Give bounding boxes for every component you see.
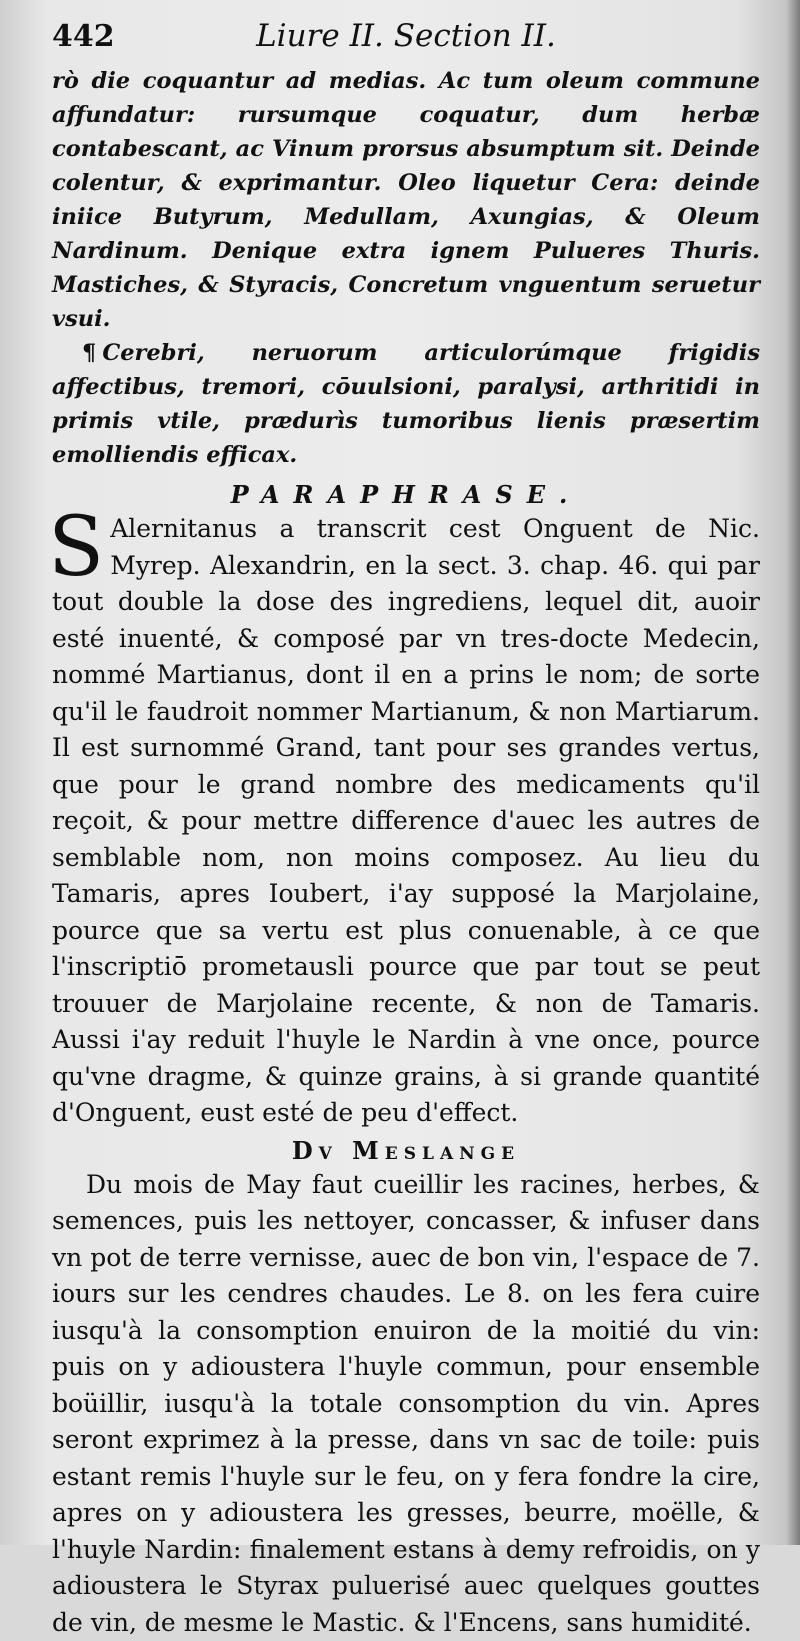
virtues-paragraph [52, 336, 760, 472]
virtues-text: Cerebri, neruorum articulorúmque frigidis affectibus, tremori, cōuulsioni, paralysi, arthritidi in primis vtile, prædurìs tumoribus lienis præsertim emolliendis efficax. [52, 340, 760, 468]
paraphrase-paragraph [52, 511, 760, 1132]
paraphrase-text: Alernitanus a transcrit cest Onguent de Nic. Myrep. Alexandrin, en la sect. 3. chap. 46. qui par tout double la dose des ingrediens, lequel dit, auoir esté inuenté, & composé par vn tres-docte Medecin, nommé Martianus, dont il en a prins le nom; de sorte qu'il le faudroit nommer Martianum, & non Martiarum. Il est surnommé Grand, tant pour ses grandes vertus, que pour le grand nombre des medicaments qu'il reçoit, & pour mettre difference d'auec les autres de semblable nom, non moins composez. Au lieu du Tamaris, apres Ioubert, i'ay supposé la Marjolaine, pource que sa vertu est plus conuenable, à ce que l'inscriptiō prometausli pource que par tout se peut trouuer de Marjolaine recente, & non de Tamaris. Aussi i'ay reduit l'huyle le Nardin à vne once, pource qu'vne dragme, & quinze grains, à si grande quantité d'Onguent, eust esté de peu d'effect. [52, 514, 760, 1127]
paraphrase-section [52, 511, 760, 1132]
recipe-block [52, 64, 760, 472]
meslange-heading: Dv Meslange [52, 1136, 760, 1165]
paraphrase-heading: PARAPHRASE. [52, 480, 760, 509]
running-title: Liure II. Section II. [122, 18, 760, 54]
drop-cap: S [48, 513, 104, 583]
meslange-section [52, 1167, 760, 1641]
page-header [52, 18, 760, 64]
page-number: 442 [52, 19, 122, 54]
pilcrow-icon: ¶ [82, 340, 96, 366]
recipe-text: rò die coquantur ad medias. Ac tum oleum commune affundatur: rursumque coquatur, dum herbæ contabescant, ac Vinum prorsus absumptum sit. Deinde colentur, & exprimantur. Oleo liquetur Cera: deinde iniice Butyrum, Medullam, Axungias, & Oleum Nardinum. Denique extra ignem Pulueres Thuris. Mastiches, & Styracis, Concretum vnguentum seruetur vsui. [52, 64, 760, 336]
meslange-text: Du mois de May faut cueillir les racines, herbes, & semences, puis les nettoyer, concasser, & infuser dans vn pot de terre vernisse, auec de bon vin, l'espace de 7. iours sur les cendres chaudes. Le 8. on les fera cuire iusqu'à la consomption enuiron de la moitié du vin: puis on y adioustera l'huyle commun, pour ensemble boüillir, iusqu'à la totale consomption du vin. Apres seront exprimez à la presse, dans vn sac de toile: puis estant remis l'huyle sur le feu, on y fera fondre la cire, apres on y adioustera les gresses, beurre, moëlle, & l'huyle Nardin: finalement estans à demy refroidis, on y adioustera le Styrax puluerisé auec quelques gouttes de vin, de mesme le Mastic. & l'Encens, sans humidité. [52, 1167, 760, 1641]
